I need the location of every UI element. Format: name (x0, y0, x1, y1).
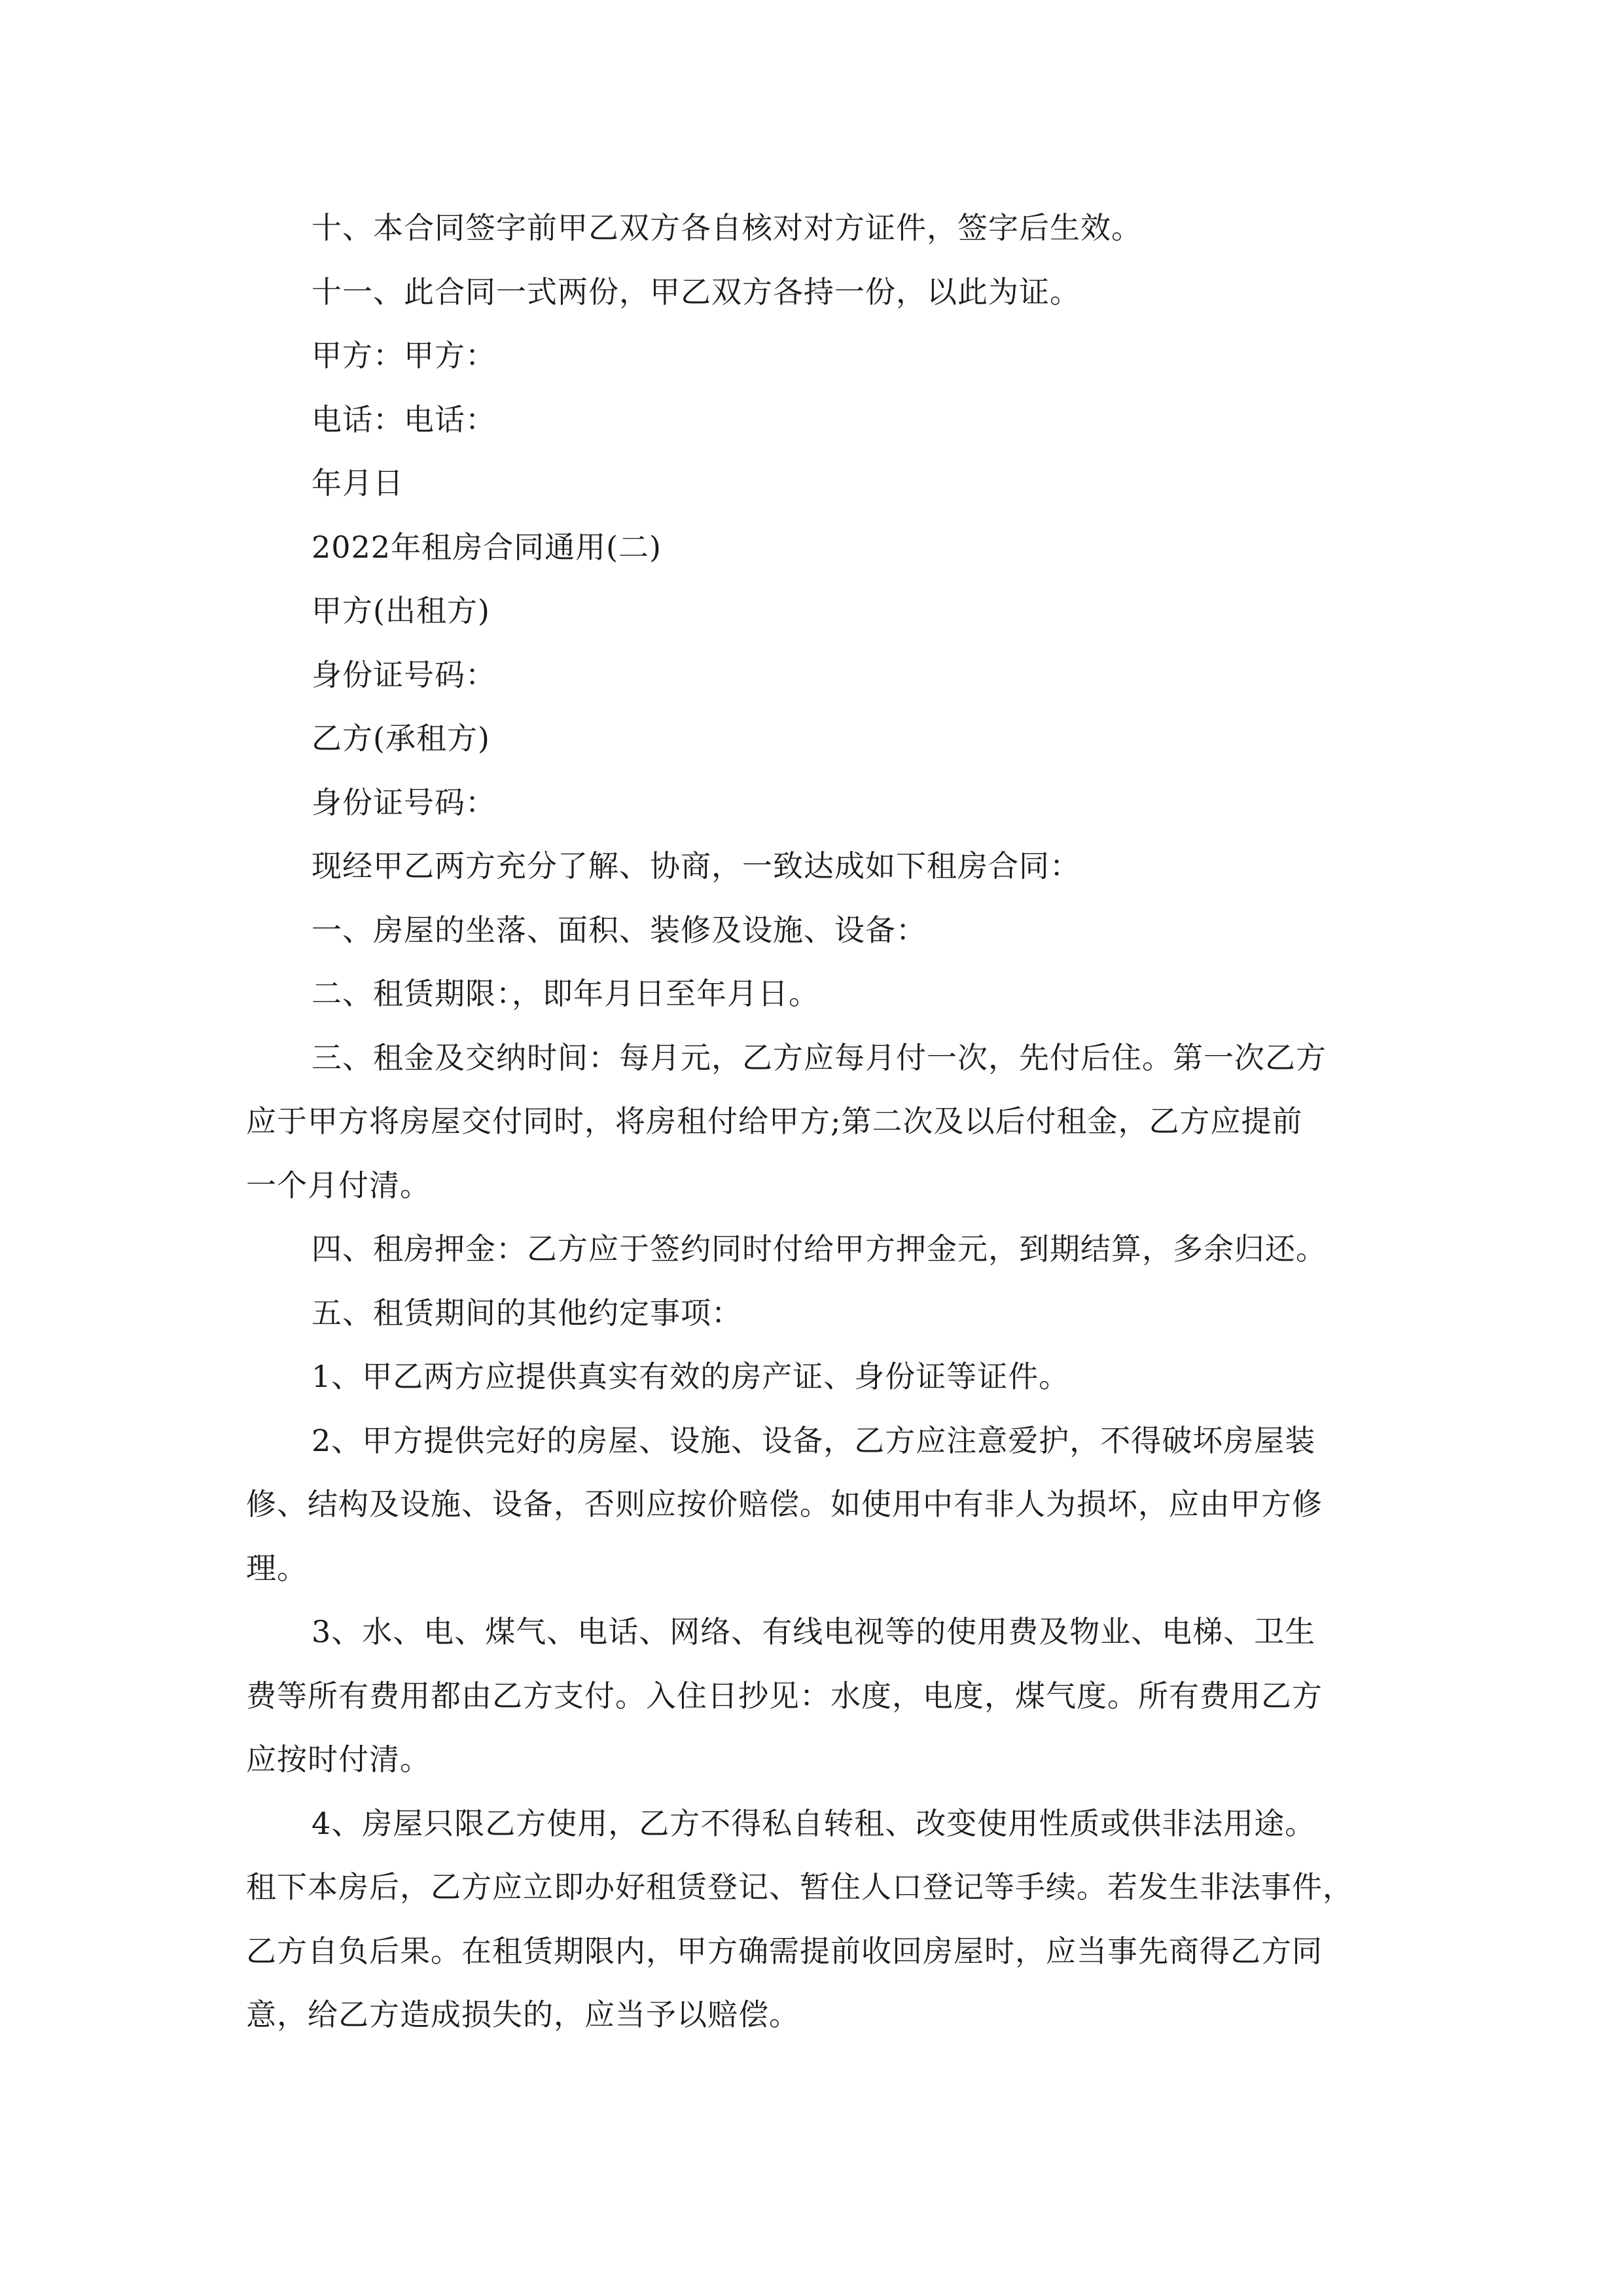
clause-4: 四、租房押金：乙方应于签约同时付给甲方押金元，到期结算，多余归还。 (312, 1231, 1327, 1266)
lessee-id-label: 身份证号码： (312, 784, 496, 820)
lessor-id-label: 身份证号码： (312, 656, 496, 692)
item-2-line: 理。 (246, 1550, 308, 1586)
item-2-line: 修、结构及设施、设备，否则应按价赔偿。如使用中有非人为损坏，应由甲方修 (246, 1486, 1323, 1522)
item-4 (246, 1792, 1385, 2047)
item-3-line: 应按时付清。 (246, 1742, 431, 1777)
item-2 (246, 1409, 1385, 1601)
phone-line: 电话：电话： (312, 401, 496, 437)
item-2-line: 2、甲方提供完好的房屋、设施、设备，乙方应注意爱护，不得破坏房屋装 (312, 1422, 1316, 1458)
party-a-signature: 甲方：甲方： (312, 338, 496, 373)
lessor-label: 甲方(出租方) (312, 593, 490, 628)
clause-5: 五、租赁期间的其他约定事项： (312, 1295, 742, 1331)
item-1: 1、甲乙两方应提供真实有效的房产证、身份证等证件。 (312, 1359, 1070, 1394)
item-4-line: 意，给乙方造成损失的，应当予以赔偿。 (246, 1997, 800, 2032)
contract-text (246, 196, 1385, 2047)
section-title: 2022年租房合同通用(二) (312, 529, 662, 565)
item-3-line: 费等所有费用都由乙方支付。入住日抄见：水度，电度，煤气度。所有费用乙方 (246, 1677, 1323, 1713)
item-4-line: 乙方自负后果。在租赁期限内，甲方确需提前收回房屋时，应当事先商得乙方同 (246, 1933, 1323, 1969)
clause-3-line: 一个月付清。 (246, 1167, 431, 1203)
preamble: 现经甲乙两方充分了解、协商，一致达成如下租房合同： (312, 848, 1080, 884)
item-3 (246, 1600, 1385, 1792)
clause-1: 一、房屋的坐落、面积、装修及设施、设备： (312, 912, 927, 948)
clause-2: 二、租赁期限：，即年月日至年月日。 (312, 976, 819, 1011)
clause-3-line: 三、租金及交纳时间：每月元，乙方应每月付一次，先付后住。第一次乙方 (312, 1039, 1327, 1075)
clause-3-line: 应于甲方将房屋交付同时，将房租付给甲方;第二次及以后付租金，乙方应提前 (246, 1103, 1303, 1139)
item-4-line: 租下本房后，乙方应立即办好租赁登记、暂住人口登记等手续。若发生非法事件， (246, 1869, 1353, 1905)
lessee-label: 乙方(承租方) (312, 721, 490, 756)
date-line: 年月日 (312, 465, 404, 501)
clause-10: 十、本合同签字前甲乙双方各自核对对方证件，签字后生效。 (312, 210, 1142, 245)
item-3-line: 3、水、电、煤气、电话、网络、有线电视等的使用费及物业、电梯、卫生 (312, 1614, 1316, 1649)
clause-11: 十一、此合同一式两份，甲乙双方各持一份，以此为证。 (312, 274, 1080, 310)
item-4-line: 4、房屋只限乙方使用，乙方不得私自转租、改变使用性质或供非法用途。 (312, 1805, 1316, 1841)
clause-3 (246, 1026, 1385, 1218)
